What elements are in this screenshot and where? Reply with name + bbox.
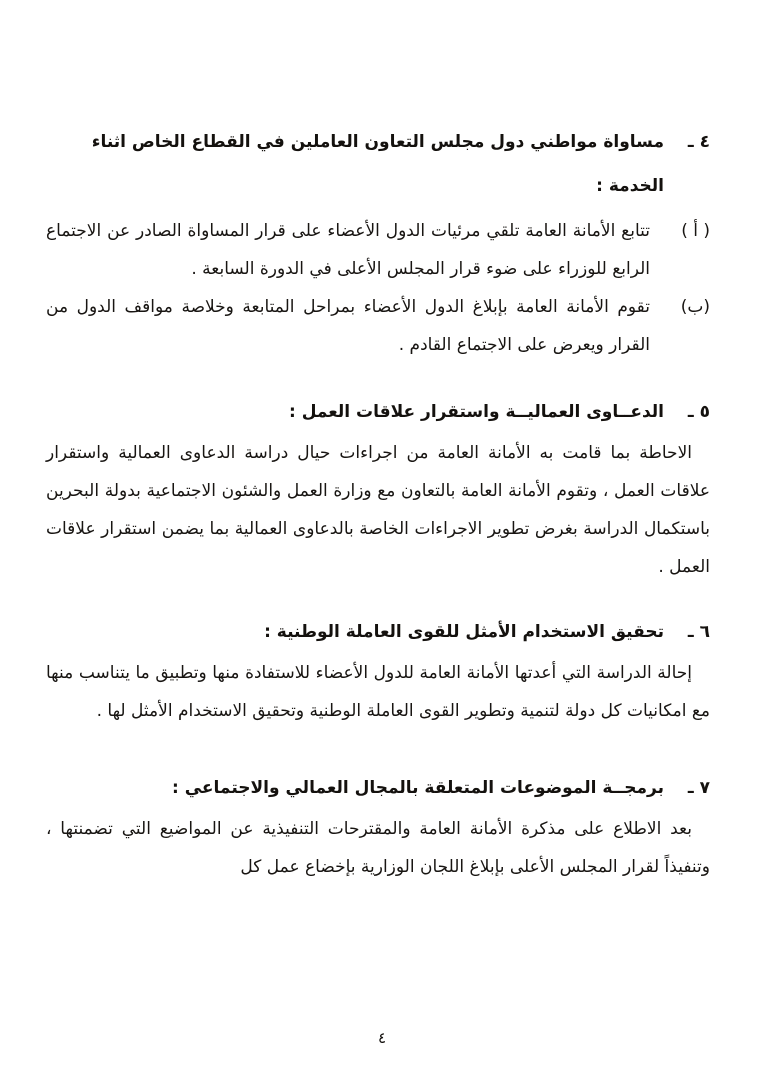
section-body: بعد الاطلاع على مذكرة الأمانة العامة والمقترحات التنفيذية عن المواضيع التي تضمنتها ، وتنفيذاً لقرار المجلس الأعلى بإبلاغ اللجان الوزارية بإخضاع عمل كل bbox=[46, 819, 710, 877]
section-number: ٧ ـ bbox=[687, 778, 710, 798]
section-body: الاحاطة بما قامت به الأمانة العامة من اجراءات حيال دراسة الدعاوى العمالية واستقرار علاقات العمل ، وتقوم الأمانة العامة بالتعاون مع وزارة العمل والشئون الاجتماعية بدولة البحرين باستكمال الدراسة بغرض تطوير الاجراءات الخاصة بالدعاوى العمالية بما يضمن استقرار علاقات العمل . bbox=[46, 443, 710, 577]
page-number: ٤ bbox=[377, 1029, 387, 1047]
section-heading bbox=[46, 390, 710, 434]
section-title: برمجــة الموضوعات المتعلقة بالمجال العمالي والاجتماعي : bbox=[172, 778, 664, 798]
section-equality bbox=[46, 120, 710, 364]
section-title: الدعــاوى العماليــة واستقرار علاقات العمل : bbox=[289, 402, 664, 422]
lettered-list bbox=[46, 212, 710, 364]
list-item bbox=[46, 288, 710, 364]
list-item-marker: (ب) bbox=[680, 297, 710, 317]
section-title: مساواة مواطني دول مجلس التعاون العاملين في القطاع الخاص اثناء الخدمة : bbox=[91, 132, 664, 196]
section-heading bbox=[46, 766, 710, 810]
section-title: تحقيق الاستخدام الأمثل للقوى العاملة الوطنية : bbox=[264, 622, 664, 642]
section-body: إحالة الدراسة التي أعدتها الأمانة العامة للدول الأعضاء للاستفادة منها وتطبيق ما يتناسب منها مع امكانيات كل دولة لتنمية وتطوير القوى العاملة الوطنية وتحقيق الاستخدام الأمثل لها . bbox=[46, 663, 710, 721]
list-item-text: تتابع الأمانة العامة تلقي مرئيات الدول الأعضاء على قرار المساواة الصادر عن الاجتماع الرابع للوزراء على ضوء قرار المجلس الأعلى في الدورة السابعة . bbox=[46, 221, 650, 279]
section-programming-topics bbox=[46, 766, 710, 886]
section-national-workforce bbox=[46, 610, 710, 730]
list-item-text: تقوم الأمانة العامة بإبلاغ الدول الأعضاء بمراحل المتابعة وخلاصة مواقف الدول من القرار ويعرض على الاجتماع القادم . bbox=[46, 297, 650, 355]
list-item bbox=[46, 212, 710, 288]
section-labor-cases bbox=[46, 390, 710, 586]
section-number: ٤ ـ bbox=[687, 132, 710, 152]
section-number: ٥ ـ bbox=[687, 402, 710, 422]
section-heading bbox=[46, 120, 710, 208]
section-heading bbox=[46, 610, 710, 654]
section-number: ٦ ـ bbox=[687, 622, 710, 642]
list-item-marker: ( أ ) bbox=[681, 221, 710, 241]
